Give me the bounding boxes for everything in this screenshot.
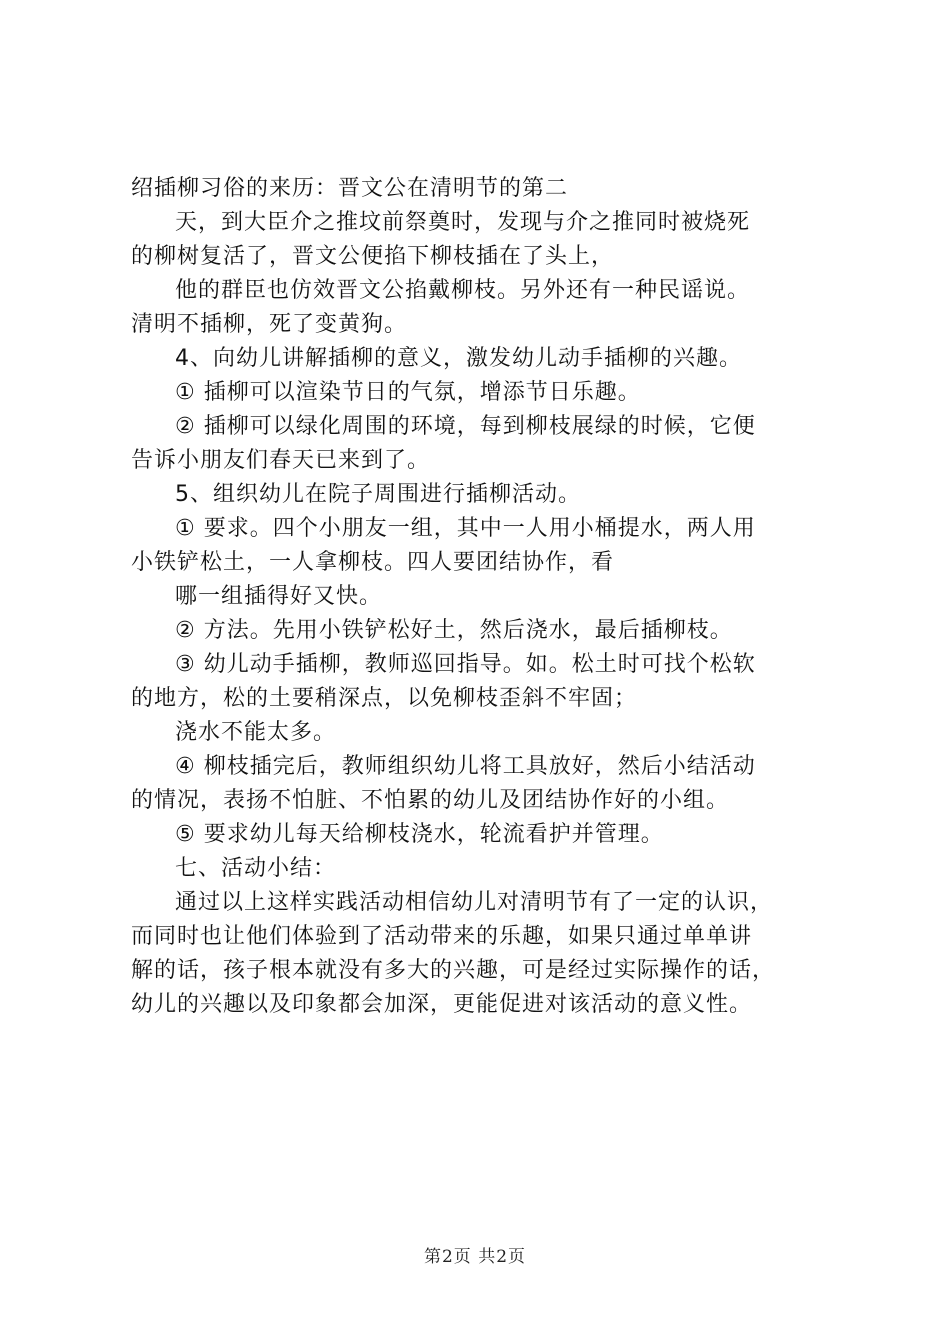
- text-line: ③ 幼儿动手插柳，教师巡回指导。如。松土时可找个松软: [175, 652, 756, 677]
- text-line: ① 要求。四个小朋友一组，其中一人用小桶提水，两人用: [175, 516, 756, 541]
- document-body: [131, 172, 831, 1022]
- text-line: 4、向幼儿讲解插柳的意义，激发幼儿动手插柳的兴趣。: [175, 346, 742, 371]
- text-line: 幼儿的兴趣以及印象都会加深，更能促进对该活动的意义性。: [131, 992, 753, 1017]
- text-line: 七、活动小结：: [175, 856, 337, 881]
- text-line: ④ 柳枝插完后，教师组织幼儿将工具放好，然后小结活动: [175, 754, 756, 779]
- text-line: 的柳树复活了，晋文公便掐下柳枝插在了头上，: [131, 244, 615, 269]
- text-line: 清明不插柳，死了变黄狗。: [131, 312, 408, 337]
- text-line: ⑤ 要求幼儿每天给柳枝浇水，轮流看护并管理。: [175, 822, 664, 847]
- text-line: ② 插柳可以绿化周围的环境，每到柳枝展绿的时候，它便: [175, 414, 756, 439]
- text-line: 他的群臣也仿效晋文公掐戴柳枝。另外还有一种民谣说。: [175, 278, 751, 303]
- text-line: 而同时也让他们体验到了活动带来的乐趣，如果只通过单单讲: [131, 924, 753, 949]
- text-line: 通过以上这样实践活动相信幼儿对清明节有了一定的认识，: [175, 890, 774, 915]
- text-line: 告诉小朋友们春天已来到了。: [131, 448, 431, 473]
- text-line: 的情况，表扬不怕脏、不怕累的幼儿及团结协作好的小组。: [131, 788, 730, 813]
- text-line: 5、组织幼儿在院子周围进行插柳活动。: [175, 482, 581, 507]
- text-line: 的地方，松的土要稍深点，以免柳枝歪斜不牢固；: [131, 686, 638, 711]
- text-line: 解的话，孩子根本就没有多大的兴趣，可是经过实际操作的话，: [131, 958, 776, 983]
- text-line: ① 插柳可以渲染节日的气氛，增添节日乐趣。: [175, 380, 641, 405]
- text-line: 浇水不能太多。: [175, 720, 337, 745]
- text-line: ② 方法。先用小铁铲松好土，然后浇水，最后插柳枝。: [175, 618, 733, 643]
- text-line: 绍插柳习俗的来历：晋文公在清明节的第二: [131, 176, 569, 201]
- page-footer: 第2页 共2页: [423, 1247, 527, 1267]
- text-line: 天，到大臣介之推坟前祭奠时，发现与介之推同时被烧死: [175, 210, 751, 235]
- text-line: 小铁铲松土，一人拿柳枝。四人要团结协作，看: [131, 550, 615, 575]
- text-line: 哪一组插得好又快。: [175, 584, 383, 609]
